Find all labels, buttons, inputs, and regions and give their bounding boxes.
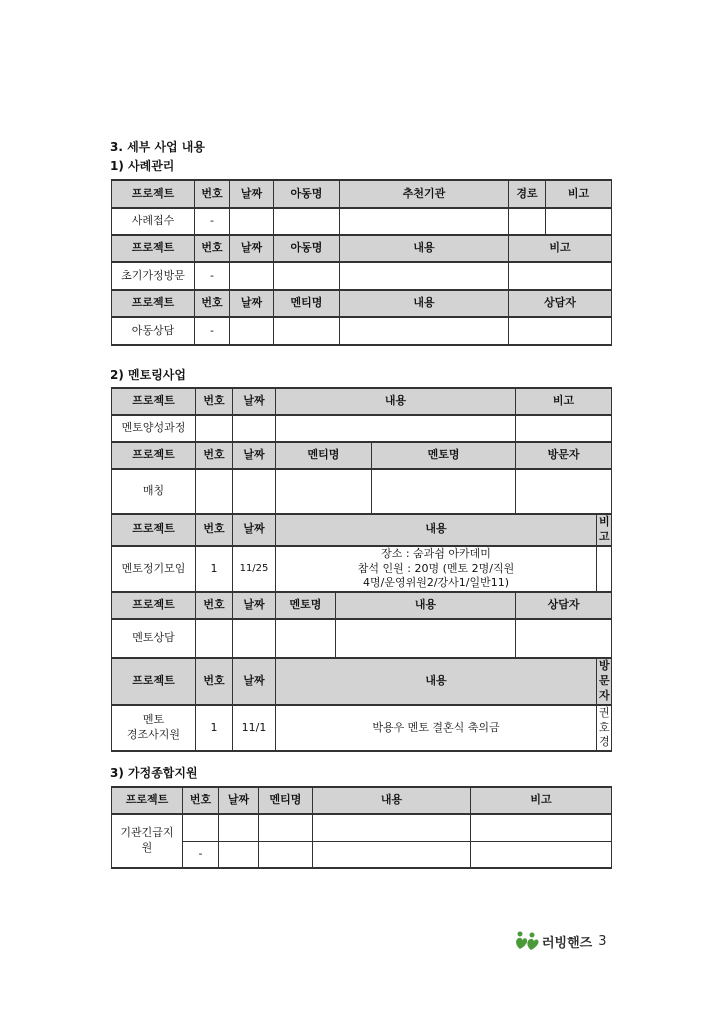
table-header-row: [112, 290, 612, 317]
header-cell: 상담자: [516, 592, 612, 619]
header-cell: 내용: [276, 658, 597, 705]
family-support-title: 3) 가정종합지원: [110, 766, 198, 780]
header-cell: 내용: [313, 787, 471, 814]
mentee-name-cell: [276, 469, 372, 514]
header-cell: 경로: [509, 180, 546, 208]
mentor-name-cell: [372, 469, 516, 514]
table-header-row: [112, 442, 612, 469]
content-cell: [313, 814, 471, 841]
table-row: [112, 546, 612, 593]
table-row: [112, 841, 612, 868]
child-name-cell: [274, 208, 340, 235]
date-cell: [233, 619, 276, 658]
content-cell: [336, 619, 516, 658]
table-row: [112, 814, 612, 841]
header-cell: 아동명: [274, 180, 340, 208]
header-cell: 비고: [546, 180, 612, 208]
table-header-row: [112, 787, 612, 814]
child-name-cell: [274, 262, 340, 290]
table-header-row: [112, 592, 612, 619]
number-cell: -: [195, 262, 230, 290]
header-cell: 날짜: [233, 592, 276, 619]
table-header-row: [112, 388, 612, 415]
header-cell: 날짜: [219, 787, 259, 814]
date-cell: [230, 317, 274, 345]
date-cell: [219, 841, 259, 868]
header-cell: 프로젝트: [112, 235, 195, 262]
header-cell: 프로젝트: [112, 290, 195, 317]
content-cell: [340, 262, 509, 290]
header-cell: 추천기관: [340, 180, 509, 208]
date-cell: 11/1: [233, 705, 276, 752]
mentoring-table: [111, 387, 612, 752]
header-cell: 멘티명: [276, 442, 372, 469]
table-header-row: [112, 514, 612, 546]
header-cell: 날짜: [230, 180, 274, 208]
date-cell: [233, 415, 276, 442]
header-cell: 날짜: [230, 290, 274, 317]
agency-cell: [340, 208, 509, 235]
note-cell: [471, 814, 612, 841]
header-cell: 날짜: [230, 235, 274, 262]
header-cell: 번호: [196, 514, 233, 546]
content-cell: 박용우 멘토 결혼식 축의금: [276, 705, 597, 752]
header-cell: 비고: [471, 787, 612, 814]
route-cell: [509, 208, 546, 235]
content-cell: [276, 546, 597, 593]
header-cell: 멘티명: [274, 290, 340, 317]
header-cell: 번호: [196, 592, 233, 619]
footer: [514, 930, 607, 952]
number-cell: [183, 814, 219, 841]
number-cell: [196, 619, 233, 658]
header-cell: 번호: [195, 180, 230, 208]
header-cell: 비고: [597, 514, 612, 546]
table-row: [112, 619, 612, 658]
header-cell: 내용: [340, 290, 509, 317]
mentoring-title: 2) 멘토링사업: [110, 368, 186, 382]
project-line: 경조사지원: [126, 728, 181, 742]
number-cell: -: [195, 317, 230, 345]
counselor-cell: [509, 317, 612, 345]
note-cell: [516, 415, 612, 442]
counselor-cell: [516, 619, 612, 658]
number-cell: [196, 469, 233, 514]
header-cell: 멘토명: [372, 442, 516, 469]
project-cell: 멘토양성과정: [112, 415, 196, 442]
header-cell: 번호: [196, 442, 233, 469]
project-line: 원: [141, 841, 153, 854]
header-cell: 번호: [183, 787, 219, 814]
header-cell: 비고: [516, 388, 612, 415]
header-cell: 멘티명: [259, 787, 313, 814]
project-cell: 초기가정방문: [112, 262, 195, 290]
content-line: 참석 인원 : 20명 (멘토 2명/직원: [357, 561, 515, 575]
note-cell: [597, 546, 612, 593]
header-cell: 번호: [196, 658, 233, 705]
date-cell: [219, 814, 259, 841]
header-cell: 날짜: [233, 514, 276, 546]
section-title: 3. 세부 사업 내용: [110, 140, 205, 154]
table-row: [112, 317, 612, 345]
mentee-name-cell: [259, 814, 313, 841]
content-cell: [276, 415, 516, 442]
project-line: 멘토: [142, 713, 165, 727]
project-line: 기관긴급지: [120, 826, 174, 840]
header-cell: 번호: [195, 235, 230, 262]
table-row: [112, 415, 612, 442]
date-cell: [233, 469, 276, 514]
table-row: [112, 262, 612, 290]
note-cell: [471, 841, 612, 868]
number-cell: 1: [196, 546, 233, 593]
content-cell: [313, 841, 471, 868]
project-cell: [112, 705, 196, 752]
note-cell: [509, 262, 612, 290]
number-cell: 1: [196, 705, 233, 752]
header-cell: 아동명: [274, 235, 340, 262]
project-cell: 매칭: [112, 469, 196, 514]
date-cell: [230, 208, 274, 235]
content-line: 4명/운영위원2/강사1/일반11): [362, 576, 510, 590]
header-cell: 날짜: [233, 442, 276, 469]
number-cell: -: [183, 841, 219, 868]
project-cell: 멘토정기모임: [112, 546, 196, 593]
header-cell: 내용: [340, 235, 509, 262]
table-row: [112, 208, 612, 235]
mentee-name-cell: [259, 841, 313, 868]
case-mgmt-title: 1) 사례관리: [110, 159, 175, 173]
header-cell: 프로젝트: [112, 388, 196, 415]
header-cell: 날짜: [233, 658, 276, 705]
project-cell: 사례접수: [112, 208, 195, 235]
header-cell: 날짜: [233, 388, 276, 415]
date-cell: [230, 262, 274, 290]
table-header-row: [112, 235, 612, 262]
number-cell: -: [195, 208, 230, 235]
content-cell: [340, 317, 509, 345]
visitor-cell: 권호경: [597, 705, 612, 752]
project-cell: 아동상담: [112, 317, 195, 345]
header-cell: 번호: [195, 290, 230, 317]
note-cell: [546, 208, 612, 235]
visitor-cell: [516, 469, 612, 514]
header-cell: 프로젝트: [112, 658, 196, 705]
heart-hands-logo-icon: [514, 930, 540, 952]
header-cell: 상담자: [509, 290, 612, 317]
family-support-table: [111, 786, 612, 869]
mentee-name-cell: [274, 317, 340, 345]
header-cell: 프로젝트: [112, 514, 196, 546]
header-cell: 내용: [336, 592, 516, 619]
table-row: [112, 469, 612, 514]
header-cell: 프로젝트: [112, 592, 196, 619]
page-number: 3: [598, 933, 607, 949]
table-header-row: [112, 658, 612, 705]
case-mgmt-table: [111, 179, 612, 346]
header-cell: 프로젝트: [112, 787, 183, 814]
header-cell: 방문자: [516, 442, 612, 469]
header-cell: 프로젝트: [112, 180, 195, 208]
brand-name: 러빙핸즈: [542, 935, 593, 951]
project-cell: [112, 814, 183, 868]
date-cell: 11/25: [233, 546, 276, 593]
header-cell: 내용: [276, 388, 516, 415]
content-line: 장소 : 숨과쉼 아카데미: [381, 546, 491, 560]
header-cell: 멘토명: [276, 592, 336, 619]
header-cell: 비고: [509, 235, 612, 262]
header-cell: 방문자: [597, 658, 612, 705]
header-cell: 프로젝트: [112, 442, 196, 469]
header-cell: 번호: [196, 388, 233, 415]
number-cell: [196, 415, 233, 442]
header-cell: 내용: [276, 514, 597, 546]
table-header-row: [112, 180, 612, 208]
mentor-name-cell: [276, 619, 336, 658]
table-row: [112, 705, 612, 752]
project-cell: 멘토상담: [112, 619, 196, 658]
